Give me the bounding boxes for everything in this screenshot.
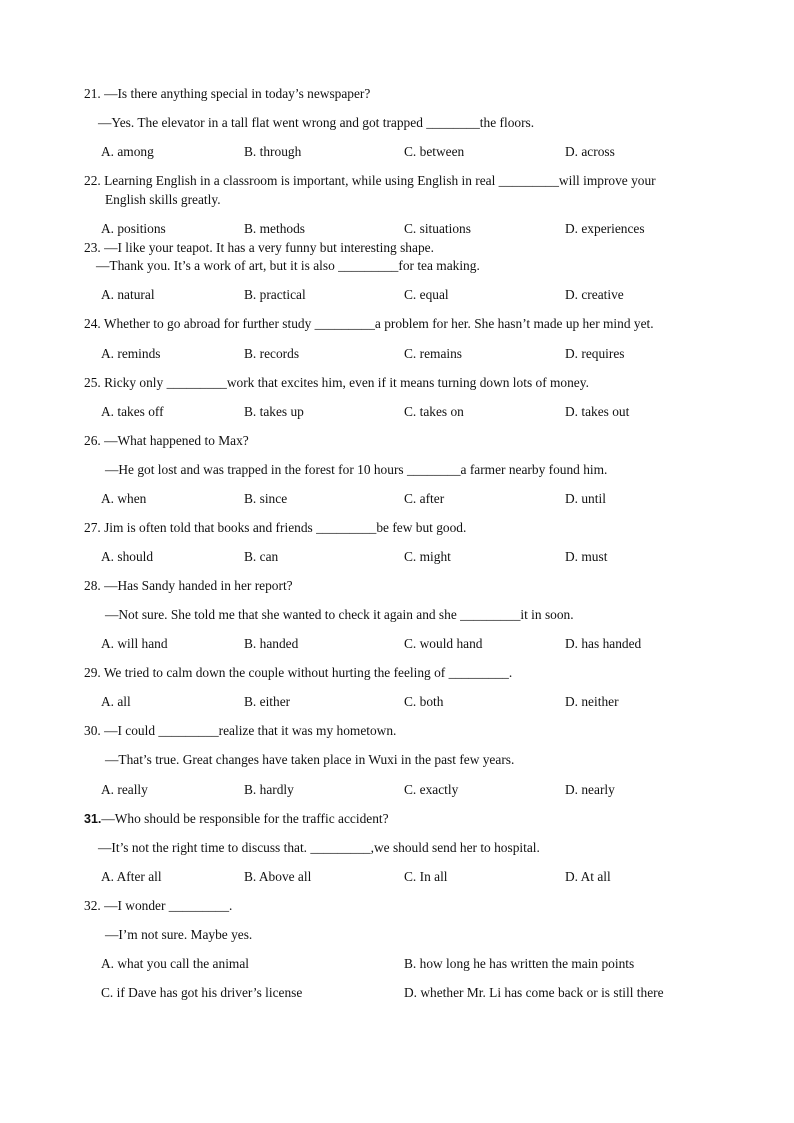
- question-30-option-a: A. really: [101, 782, 148, 797]
- question-31-number: 31.: [84, 812, 102, 826]
- question-22-option-d: D. experiences: [565, 221, 645, 236]
- question-32-option-d: D. whether Mr. Li has come back or is still there: [404, 985, 664, 1000]
- question-25-option-b: B. takes up: [244, 404, 304, 419]
- question-24-option-c: C. remains: [404, 346, 463, 361]
- question-22-option-a: A. positions: [101, 221, 166, 236]
- question-22-option-b: B. methods: [244, 221, 306, 236]
- question-31-option-a: A. After all: [101, 869, 162, 884]
- question-32-reply: —I’m not sure. Maybe yes.: [105, 927, 253, 942]
- question-21-option-a: A. among: [101, 144, 154, 159]
- question-24-option-a: A. reminds: [101, 346, 161, 361]
- question-28-option-d: D. has handed: [565, 636, 642, 651]
- question-24-option-b: B. records: [244, 346, 300, 361]
- question-21-option-b: B. through: [244, 144, 302, 159]
- question-30-stem: 30. —I could _________realize that it was my hometown.: [84, 723, 397, 738]
- question-23-option-a: A. natural: [101, 287, 155, 302]
- question-27-option-b: B. can: [244, 549, 279, 564]
- question-31-option-d: D. At all: [565, 869, 611, 884]
- question-25-option-c: C. takes on: [404, 404, 464, 419]
- question-28-option-a: A. will hand: [101, 636, 168, 651]
- question-22-option-c: C. situations: [404, 221, 471, 236]
- question-30-option-b: B. hardly: [244, 782, 294, 797]
- question-31-stem: —Who should be responsible for the traffic accident?: [101, 811, 389, 826]
- question-23-stem: 23. —I like your teapot. It has a very funny but interesting shape.: [84, 240, 434, 255]
- question-28-option-c: C. would hand: [404, 636, 483, 651]
- question-21-reply: —Yes. The elevator in a tall flat went wrong and got trapped ________the floors.: [98, 115, 535, 130]
- question-27-option-d: D. must: [565, 549, 608, 564]
- question-29-option-c: C. both: [404, 694, 444, 709]
- question-26-option-c: C. after: [404, 491, 445, 506]
- question-27-option-c: C. might: [404, 549, 451, 564]
- question-27-stem: 27. Jim is often told that books and friends _________be few but good.: [84, 520, 467, 535]
- question-23-reply: —Thank you. It’s a work of art, but it is also _________for tea making.: [96, 258, 480, 273]
- question-31-option-c: C. In all: [404, 869, 448, 884]
- question-22-stem-cont: English skills greatly.: [105, 192, 221, 207]
- question-26-option-d: D. until: [565, 491, 606, 506]
- question-25-option-d: D. takes out: [565, 404, 630, 419]
- question-29-option-b: B. either: [244, 694, 291, 709]
- question-25-stem: 25. Ricky only _________work that excites him, even if it means turning down lots of money.: [84, 375, 589, 390]
- question-26-option-a: A. when: [101, 491, 147, 506]
- question-31-reply: —It’s not the right time to discuss that. _________,we should send her to hospital.: [98, 840, 540, 855]
- question-30-reply: —That’s true. Great changes have taken place in Wuxi in the past few years.: [105, 752, 515, 767]
- question-28-stem: 28. —Has Sandy handed in her report?: [84, 578, 293, 593]
- question-28-reply: —Not sure. She told me that she wanted to check it again and she _________it in soon.: [105, 607, 574, 622]
- question-26-option-b: B. since: [244, 491, 288, 506]
- question-23-option-c: C. equal: [404, 287, 449, 302]
- question-31-stem-row: [84, 811, 389, 827]
- question-29-stem: 29. We tried to calm down the couple without hurting the feeling of _________.: [84, 665, 513, 680]
- question-25-option-a: A. takes off: [101, 404, 164, 419]
- question-29-option-d: D. neither: [565, 694, 619, 709]
- question-32-stem: 32. —I wonder _________.: [84, 898, 233, 913]
- question-32-option-b: B. how long he has written the main points: [404, 956, 635, 971]
- question-24-option-d: D. requires: [565, 346, 625, 361]
- question-28-option-b: B. handed: [244, 636, 299, 651]
- question-27-option-a: A. should: [101, 549, 154, 564]
- question-32-option-c: C. if Dave has got his driver’s license: [101, 985, 303, 1000]
- question-23-option-d: D. creative: [565, 287, 624, 302]
- question-32-option-a: A. what you call the animal: [101, 956, 249, 971]
- question-24-stem: 24. Whether to go abroad for further study _________a problem for her. She hasn’t made up her mind yet.: [84, 316, 654, 331]
- question-21-stem: 21. —Is there anything special in today’s newspaper?: [84, 86, 371, 101]
- question-21-option-c: C. between: [404, 144, 465, 159]
- question-22-stem: 22. Learning English in a classroom is important, while using English in real _________will improve your: [84, 173, 656, 188]
- question-23-option-b: B. practical: [244, 287, 306, 302]
- question-29-option-a: A. all: [101, 694, 131, 709]
- question-31-option-b: B. Above all: [244, 869, 312, 884]
- question-30-option-c: C. exactly: [404, 782, 459, 797]
- question-26-stem: 26. —What happened to Max?: [84, 433, 249, 448]
- question-21-option-d: D. across: [565, 144, 615, 159]
- question-30-option-d: D. nearly: [565, 782, 615, 797]
- question-26-reply: —He got lost and was trapped in the forest for 10 hours ________a farmer nearby found him.: [105, 462, 608, 477]
